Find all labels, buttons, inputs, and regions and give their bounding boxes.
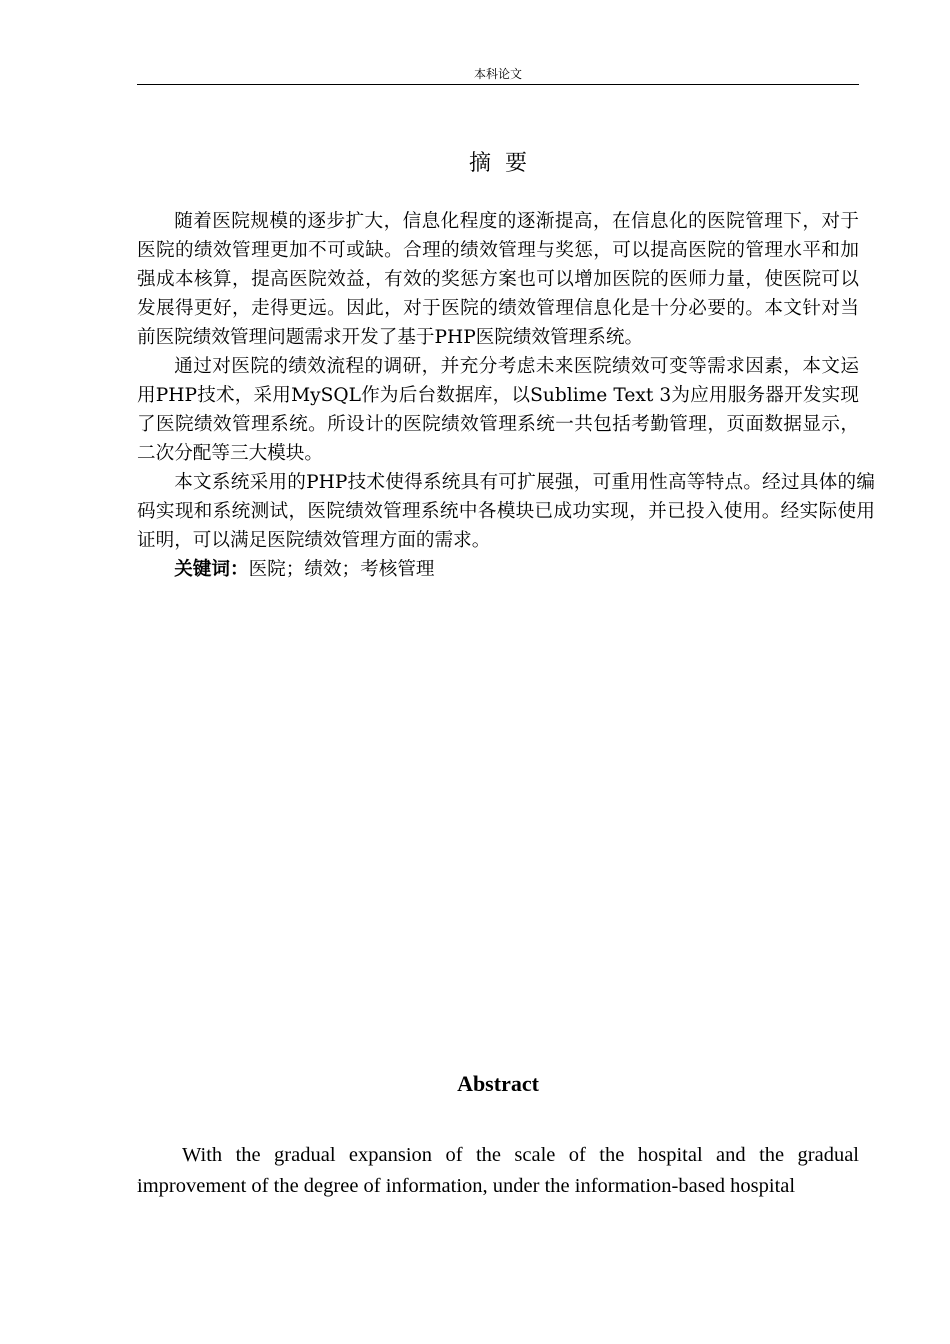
chinese-abstract-paragraph-2: 通过对医院的绩效流程的调研，并充分考虑未来医院绩效可变等需求因素，本文运用PHP技术，采用MySQL作为后台数据库，以Sublime Text 3为应用服务器开发实现了医院绩效管理系统。所设计的医院绩效管理系统一共包括考勤管理，页面数据显示，二次分配等三大模块。 [137, 356, 859, 464]
chinese-abstract-paragraph-1: 随着医院规模的逐步扩大，信息化程度的逐渐提高，在信息化的医院管理下，对于医院的绩效管理更加不可或缺。合理的绩效管理与奖惩，可以提高医院的管理水平和加强成本核算，提高医院效益，有效的奖惩方案也可以增加医院的医师力量，使医院可以发展得更好，走得更远。因此，对于医院的绩效管理信息化是十分必要的。本文针对当前医院绩效管理问题需求开发了基于PHP医院绩效管理系统。 [137, 211, 859, 348]
running-header: 本科论文 [137, 66, 859, 85]
chinese-abstract-paragraph-3: 本文系统采用的PHP技术使得系统具有可扩展强，可重用性高等特点。经过具体的编码实现和系统测试，医院绩效管理系统中各模块已成功实现，并已投入使用。经实际使用证明，可以满足医院绩效管理方面的需求。 [137, 472, 875, 551]
chinese-abstract-body [137, 207, 875, 584]
english-abstract-body [137, 1140, 859, 1202]
chinese-abstract-title: 摘要 [468, 151, 541, 176]
keywords-value: 医院；绩效；考核管理 [248, 559, 435, 580]
keywords-label: 关键词： [174, 559, 249, 580]
english-abstract-paragraph-1: With the gradual expansion of the scale of the hospital and the gradual improvement of the degree of information, under the information-based hospital [137, 1144, 859, 1197]
english-abstract-title: Abstract [457, 1071, 539, 1096]
keywords-line [137, 555, 859, 584]
